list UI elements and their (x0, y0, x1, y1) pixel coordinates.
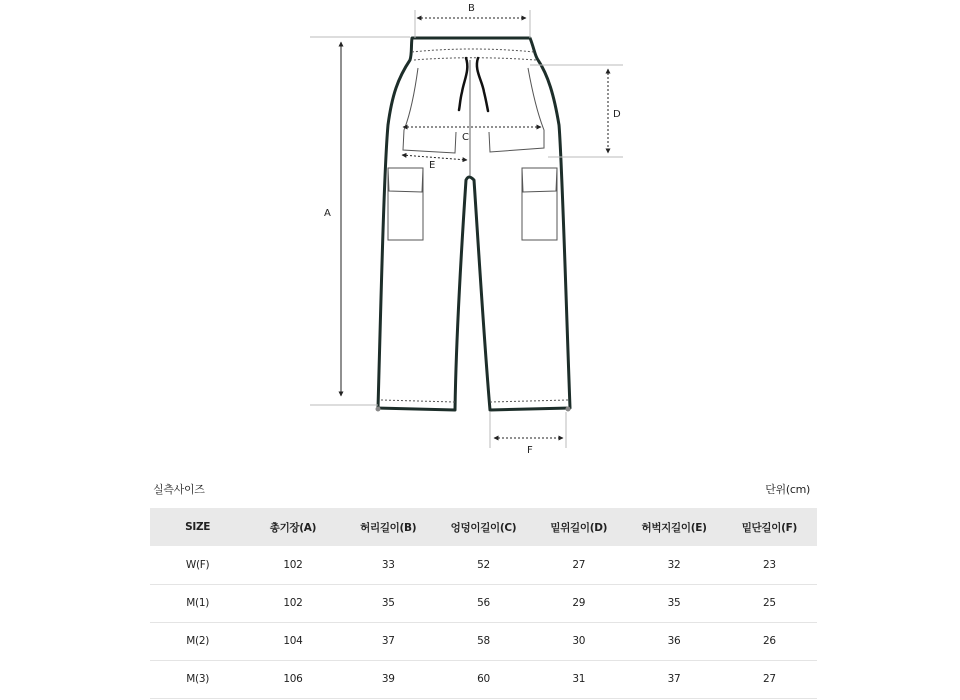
header-hip: 엉덩이길이(C) (450, 521, 517, 534)
table-row (150, 584, 817, 622)
cell-value: 104 (283, 635, 303, 647)
table-row (150, 660, 817, 698)
cell-size: M(1) (186, 597, 209, 609)
cell-value: 27 (572, 558, 586, 571)
unit-label: 단위(cm) (765, 483, 810, 496)
cell-size: M(2) (186, 635, 209, 647)
pants-body (378, 38, 570, 410)
cell-value: 60 (477, 673, 490, 685)
cell-value: 30 (572, 635, 586, 647)
table-row (150, 622, 817, 660)
table-title: 실측사이즈 (153, 483, 205, 496)
cell-value: 37 (381, 635, 395, 647)
cell-value: 27 (762, 673, 776, 685)
cell-size: W(F) (185, 558, 210, 571)
label-f: F (527, 445, 533, 456)
label-b: B (468, 3, 475, 14)
pants-illustration (376, 38, 571, 412)
cell-size: M(3) (186, 673, 209, 685)
table-row (150, 546, 817, 584)
cell-value: 58 (477, 635, 490, 647)
cell-value: 29 (572, 597, 586, 609)
label-e: E (429, 160, 436, 171)
cell-value: 25 (762, 597, 776, 609)
cell-value: 35 (381, 597, 395, 609)
label-c: C (462, 132, 469, 143)
cell-value: 31 (572, 673, 586, 685)
cell-value: 56 (477, 597, 490, 609)
cell-value: 37 (667, 673, 681, 685)
hem-toggle-right (566, 407, 571, 412)
cell-value: 52 (477, 558, 490, 571)
label-d: D (613, 109, 621, 120)
table-header-row (150, 508, 817, 546)
cell-value: 106 (283, 673, 303, 685)
cell-value: 36 (667, 635, 681, 647)
header-waist: 허리길이(B) (360, 521, 417, 534)
cell-value: 39 (381, 673, 395, 685)
cell-value: 32 (667, 558, 681, 571)
header-hem: 밑단길이(F) (741, 521, 797, 534)
cell-value: 102 (283, 597, 303, 609)
header-size: SIZE (185, 521, 211, 533)
header-rise: 밑위길이(D) (550, 521, 608, 534)
label-a: A (324, 208, 331, 219)
hem-toggle-left (376, 407, 381, 412)
size-table (150, 508, 817, 699)
header-total-length: 총기장(A) (269, 521, 317, 534)
cell-value: 26 (762, 635, 776, 647)
cell-value: 33 (381, 558, 395, 571)
cell-value: 102 (283, 558, 303, 571)
cell-value: 35 (667, 597, 681, 609)
cell-value: 23 (762, 558, 776, 571)
header-thigh: 허벅지길이(E) (641, 521, 707, 534)
